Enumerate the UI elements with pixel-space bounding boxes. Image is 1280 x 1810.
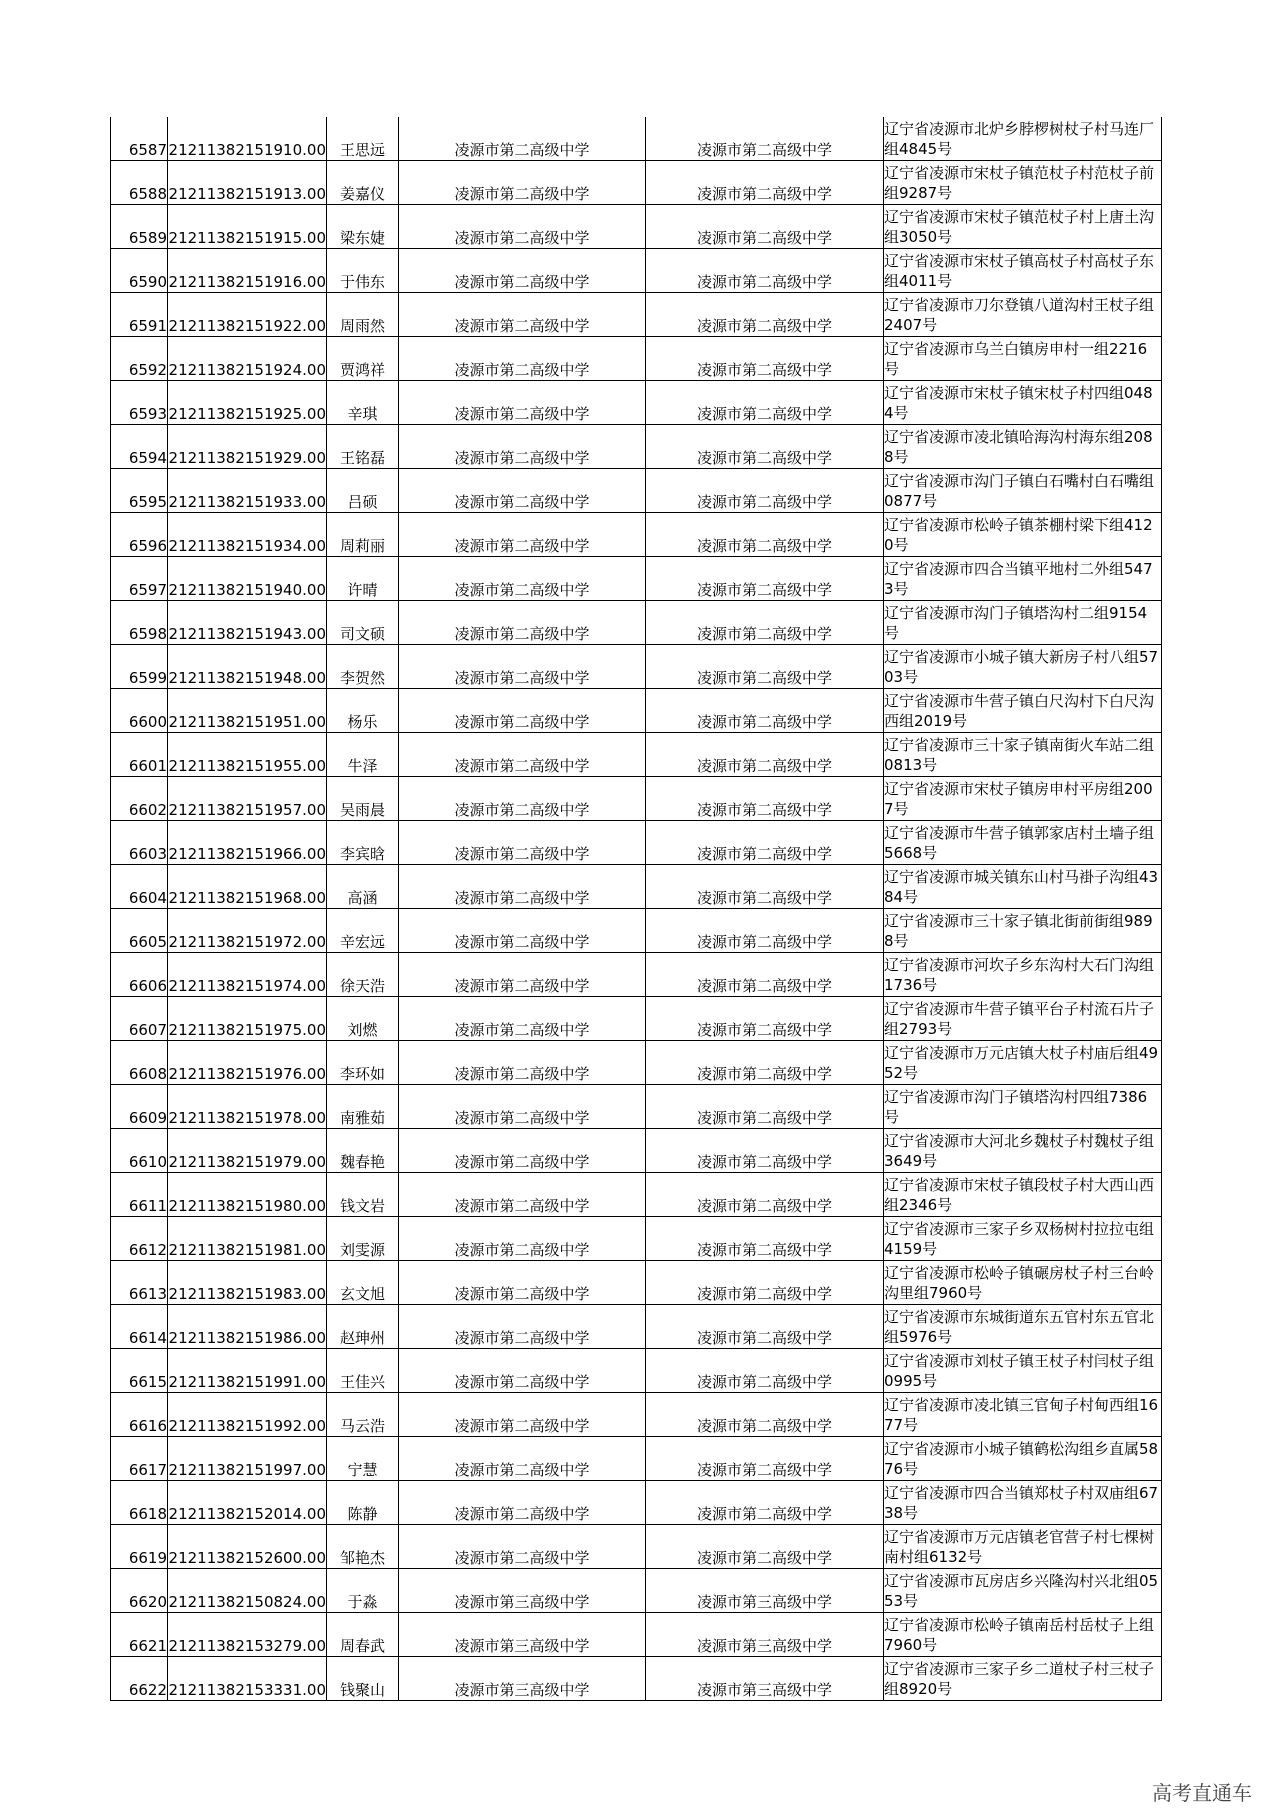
row-number-cell: 6620 [111,1569,168,1613]
table-row [111,1481,1162,1525]
row-number-cell: 6614 [111,1305,168,1349]
school-cell: 凌源市第三高级中学 [399,1613,646,1657]
school-cell: 凌源市第二高级中学 [399,381,646,425]
admission-school-cell: 凌源市第二高级中学 [646,601,884,645]
address-cell: 辽宁省凌源市万元店镇老官营子村七棵树南村组6132号 [884,1525,1162,1569]
student-name-cell: 王铭磊 [327,425,399,469]
table-row [111,1657,1162,1701]
school-cell: 凌源市第二高级中学 [399,205,646,249]
row-number-cell: 6607 [111,997,168,1041]
student-name-cell: 司文硕 [327,601,399,645]
exam-id-cell: 21211382151976.00 [168,1041,327,1085]
row-number-cell: 6615 [111,1349,168,1393]
exam-id-cell: 21211382151913.00 [168,161,327,205]
table-row [111,909,1162,953]
address-cell: 辽宁省凌源市宋杖子镇房申村平房组2007号 [884,777,1162,821]
row-number-cell: 6591 [111,293,168,337]
student-name-cell: 刘燃 [327,997,399,1041]
address-cell: 辽宁省凌源市沟门子镇塔沟村二组9154号 [884,601,1162,645]
address-cell: 辽宁省凌源市乌兰白镇房申村一组2216号 [884,337,1162,381]
student-name-cell: 梁东婕 [327,205,399,249]
exam-id-cell: 21211382151910.00 [168,117,327,161]
address-cell: 辽宁省凌源市瓦房店乡兴隆沟村兴北组0553号 [884,1569,1162,1613]
student-name-cell: 周雨然 [327,293,399,337]
school-cell: 凌源市第二高级中学 [399,513,646,557]
school-cell: 凌源市第二高级中学 [399,1349,646,1393]
exam-id-cell: 21211382151943.00 [168,601,327,645]
student-name-cell: 于伟东 [327,249,399,293]
table-row [111,337,1162,381]
admission-school-cell: 凌源市第二高级中学 [646,249,884,293]
row-number-cell: 6616 [111,1393,168,1437]
table-row [111,1613,1162,1657]
row-number-cell: 6594 [111,425,168,469]
table-row [111,469,1162,513]
table-row [111,865,1162,909]
admission-school-cell: 凌源市第二高级中学 [646,557,884,601]
school-cell: 凌源市第二高级中学 [399,777,646,821]
address-cell: 辽宁省凌源市松岭子镇茶棚村梁下组4120号 [884,513,1162,557]
address-cell: 辽宁省凌源市小城子镇大新房子村八组5703号 [884,645,1162,689]
row-number-cell: 6588 [111,161,168,205]
student-name-cell: 马云浩 [327,1393,399,1437]
table-row [111,205,1162,249]
exam-id-cell: 21211382151916.00 [168,249,327,293]
school-cell: 凌源市第三高级中学 [399,1657,646,1701]
table-row [111,117,1162,161]
table-row [111,425,1162,469]
school-cell: 凌源市第二高级中学 [399,997,646,1041]
school-cell: 凌源市第二高级中学 [399,293,646,337]
row-number-cell: 6597 [111,557,168,601]
school-cell: 凌源市第二高级中学 [399,249,646,293]
admission-school-cell: 凌源市第二高级中学 [646,777,884,821]
admission-school-cell: 凌源市第二高级中学 [646,469,884,513]
row-number-cell: 6612 [111,1217,168,1261]
admission-school-cell: 凌源市第二高级中学 [646,513,884,557]
table-row [111,1305,1162,1349]
student-name-cell: 辛琪 [327,381,399,425]
address-cell: 辽宁省凌源市宋杖子镇段杖子村大西山西组2346号 [884,1173,1162,1217]
exam-id-cell: 21211382151975.00 [168,997,327,1041]
row-number-cell: 6602 [111,777,168,821]
table-row [111,293,1162,337]
admission-school-cell: 凌源市第二高级中学 [646,689,884,733]
row-number-cell: 6619 [111,1525,168,1569]
admission-school-cell: 凌源市第二高级中学 [646,1261,884,1305]
row-number-cell: 6609 [111,1085,168,1129]
admission-school-cell: 凌源市第二高级中学 [646,953,884,997]
admission-school-cell: 凌源市第二高级中学 [646,997,884,1041]
address-cell: 辽宁省凌源市沟门子镇白石嘴村白石嘴组0877号 [884,469,1162,513]
school-cell: 凌源市第二高级中学 [399,1129,646,1173]
exam-id-cell: 21211382151972.00 [168,909,327,953]
exam-id-cell: 21211382151978.00 [168,1085,327,1129]
table-row [111,733,1162,777]
school-cell: 凌源市第二高级中学 [399,469,646,513]
school-cell: 凌源市第二高级中学 [399,953,646,997]
student-name-cell: 许晴 [327,557,399,601]
exam-id-cell: 21211382151915.00 [168,205,327,249]
address-cell: 辽宁省凌源市宋杖子镇宋杖子村四组0484号 [884,381,1162,425]
admission-school-cell: 凌源市第二高级中学 [646,161,884,205]
admission-school-cell: 凌源市第二高级中学 [646,425,884,469]
admission-school-cell: 凌源市第二高级中学 [646,337,884,381]
student-name-cell: 李贺然 [327,645,399,689]
address-cell: 辽宁省凌源市凌北镇三官甸子村甸西组1677号 [884,1393,1162,1437]
admission-school-cell: 凌源市第二高级中学 [646,1305,884,1349]
table-row [111,1437,1162,1481]
school-cell: 凌源市第二高级中学 [399,1525,646,1569]
student-name-cell: 周莉丽 [327,513,399,557]
table-row [111,249,1162,293]
table-row [111,689,1162,733]
school-cell: 凌源市第二高级中学 [399,645,646,689]
row-number-cell: 6592 [111,337,168,381]
exam-id-cell: 21211382151924.00 [168,337,327,381]
school-cell: 凌源市第二高级中学 [399,733,646,777]
table-row [111,1569,1162,1613]
row-number-cell: 6613 [111,1261,168,1305]
student-name-cell: 贾鸿祥 [327,337,399,381]
student-name-cell: 李环如 [327,1041,399,1085]
student-name-cell: 王思远 [327,117,399,161]
address-cell: 辽宁省凌源市松岭子镇南岳村岳杖子上组7960号 [884,1613,1162,1657]
watermark-text: 高考直通车 [1152,1781,1252,1805]
admission-school-cell: 凌源市第二高级中学 [646,1349,884,1393]
admission-school-cell: 凌源市第二高级中学 [646,117,884,161]
exam-id-cell: 21211382151966.00 [168,821,327,865]
address-cell: 辽宁省凌源市东城街道东五官村东五官北组5976号 [884,1305,1162,1349]
address-cell: 辽宁省凌源市大河北乡魏杖子村魏杖子组3649号 [884,1129,1162,1173]
row-number-cell: 6601 [111,733,168,777]
address-cell: 辽宁省凌源市松岭子镇碾房杖子村三台岭沟里组7960号 [884,1261,1162,1305]
admission-school-cell: 凌源市第二高级中学 [646,1129,884,1173]
table-row [111,1173,1162,1217]
row-number-cell: 6618 [111,1481,168,1525]
table-row [111,1041,1162,1085]
exam-id-cell: 21211382151955.00 [168,733,327,777]
address-cell: 辽宁省凌源市沟门子镇塔沟村四组7386号 [884,1085,1162,1129]
admission-school-cell: 凌源市第二高级中学 [646,1173,884,1217]
table-row [111,557,1162,601]
school-cell: 凌源市第二高级中学 [399,425,646,469]
address-cell: 辽宁省凌源市宋杖子镇范杖子村范杖子前组9287号 [884,161,1162,205]
exam-id-cell: 21211382150824.00 [168,1569,327,1613]
school-cell: 凌源市第二高级中学 [399,865,646,909]
table-row [111,997,1162,1041]
address-cell: 辽宁省凌源市四合当镇郑杖子村双庙组6738号 [884,1481,1162,1525]
row-number-cell: 6593 [111,381,168,425]
row-number-cell: 6595 [111,469,168,513]
admission-school-cell: 凌源市第三高级中学 [646,1569,884,1613]
row-number-cell: 6622 [111,1657,168,1701]
student-name-cell: 杨乐 [327,689,399,733]
row-number-cell: 6611 [111,1173,168,1217]
school-cell: 凌源市第二高级中学 [399,1481,646,1525]
admission-school-cell: 凌源市第三高级中学 [646,1657,884,1701]
admission-school-cell: 凌源市第二高级中学 [646,1525,884,1569]
row-number-cell: 6606 [111,953,168,997]
row-number-cell: 6600 [111,689,168,733]
row-number-cell: 6610 [111,1129,168,1173]
admission-school-cell: 凌源市第二高级中学 [646,645,884,689]
exam-id-cell: 21211382151979.00 [168,1129,327,1173]
address-cell: 辽宁省凌源市牛营子镇郭家店村土墙子组5668号 [884,821,1162,865]
row-number-cell: 6590 [111,249,168,293]
admission-school-cell: 凌源市第二高级中学 [646,381,884,425]
admission-school-cell: 凌源市第二高级中学 [646,1437,884,1481]
exam-id-cell: 21211382151922.00 [168,293,327,337]
table-row [111,1349,1162,1393]
student-list-table [110,117,1162,1701]
address-cell: 辽宁省凌源市北炉乡脖椤树杖子村马连厂组4845号 [884,117,1162,161]
table-row [111,1525,1162,1569]
student-name-cell: 高涵 [327,865,399,909]
exam-id-cell: 21211382151981.00 [168,1217,327,1261]
student-name-cell: 李宾晗 [327,821,399,865]
table-row [111,161,1162,205]
admission-school-cell: 凌源市第二高级中学 [646,733,884,777]
address-cell: 辽宁省凌源市城关镇东山村马褂子沟组4384号 [884,865,1162,909]
exam-id-cell: 21211382151951.00 [168,689,327,733]
student-name-cell: 赵珅州 [327,1305,399,1349]
school-cell: 凌源市第二高级中学 [399,1305,646,1349]
school-cell: 凌源市第二高级中学 [399,1437,646,1481]
row-number-cell: 6617 [111,1437,168,1481]
school-cell: 凌源市第二高级中学 [399,909,646,953]
admission-school-cell: 凌源市第二高级中学 [646,1481,884,1525]
school-cell: 凌源市第二高级中学 [399,821,646,865]
exam-id-cell: 21211382151957.00 [168,777,327,821]
row-number-cell: 6621 [111,1613,168,1657]
exam-id-cell: 21211382151992.00 [168,1393,327,1437]
exam-id-cell: 21211382151997.00 [168,1437,327,1481]
student-name-cell: 徐天浩 [327,953,399,997]
table-row [111,645,1162,689]
row-number-cell: 6596 [111,513,168,557]
table-row [111,953,1162,997]
address-cell: 辽宁省凌源市万元店镇大杖子村庙后组4952号 [884,1041,1162,1085]
admission-school-cell: 凌源市第二高级中学 [646,1393,884,1437]
student-name-cell: 于淼 [327,1569,399,1613]
school-cell: 凌源市第二高级中学 [399,689,646,733]
exam-id-cell: 21211382151968.00 [168,865,327,909]
admission-school-cell: 凌源市第二高级中学 [646,205,884,249]
student-name-cell: 玄文旭 [327,1261,399,1305]
table-row [111,1129,1162,1173]
admission-school-cell: 凌源市第二高级中学 [646,909,884,953]
address-cell: 辽宁省凌源市宋杖子镇高杖子村高杖子东组4011号 [884,249,1162,293]
row-number-cell: 6598 [111,601,168,645]
admission-school-cell: 凌源市第二高级中学 [646,1041,884,1085]
address-cell: 辽宁省凌源市小城子镇鹤松沟组乡直属5876号 [884,1437,1162,1481]
exam-id-cell: 21211382151925.00 [168,381,327,425]
exam-id-cell: 21211382151934.00 [168,513,327,557]
exam-id-cell: 21211382151983.00 [168,1261,327,1305]
admission-school-cell: 凌源市第三高级中学 [646,1613,884,1657]
school-cell: 凌源市第二高级中学 [399,1261,646,1305]
student-name-cell: 吴雨晨 [327,777,399,821]
school-cell: 凌源市第二高级中学 [399,337,646,381]
exam-id-cell: 21211382151986.00 [168,1305,327,1349]
exam-id-cell: 21211382151991.00 [168,1349,327,1393]
student-name-cell: 南雅茹 [327,1085,399,1129]
row-number-cell: 6603 [111,821,168,865]
row-number-cell: 6589 [111,205,168,249]
admission-school-cell: 凌源市第二高级中学 [646,293,884,337]
table-row [111,777,1162,821]
address-cell: 辽宁省凌源市刘杖子镇王杖子村闫杖子组0995号 [884,1349,1162,1393]
row-number-cell: 6608 [111,1041,168,1085]
student-name-cell: 吕硕 [327,469,399,513]
student-name-cell: 魏春艳 [327,1129,399,1173]
school-cell: 凌源市第二高级中学 [399,1217,646,1261]
table-row [111,381,1162,425]
address-cell: 辽宁省凌源市河坎子乡东沟村大石门沟组1736号 [884,953,1162,997]
table-row [111,1217,1162,1261]
exam-id-cell: 21211382152014.00 [168,1481,327,1525]
school-cell: 凌源市第二高级中学 [399,601,646,645]
school-cell: 凌源市第二高级中学 [399,1173,646,1217]
exam-id-cell: 21211382151980.00 [168,1173,327,1217]
address-cell: 辽宁省凌源市三十家子镇南街火车站二组0813号 [884,733,1162,777]
address-cell: 辽宁省凌源市牛营子镇白尺沟村下白尺沟西组2019号 [884,689,1162,733]
school-cell: 凌源市第二高级中学 [399,1085,646,1129]
row-number-cell: 6599 [111,645,168,689]
address-cell: 辽宁省凌源市刀尔登镇八道沟村王杖子组2407号 [884,293,1162,337]
address-cell: 辽宁省凌源市四合当镇平地村二外组5473号 [884,557,1162,601]
school-cell: 凌源市第二高级中学 [399,1041,646,1085]
address-cell: 辽宁省凌源市三家子乡二道杖子村三杖子组8920号 [884,1657,1162,1701]
school-cell: 凌源市第三高级中学 [399,1569,646,1613]
address-cell: 辽宁省凌源市牛营子镇平台子村流石片子组2793号 [884,997,1162,1041]
table-row [111,1085,1162,1129]
table-body [111,117,1162,1701]
exam-id-cell: 21211382152600.00 [168,1525,327,1569]
row-number-cell: 6604 [111,865,168,909]
student-name-cell: 宁慧 [327,1437,399,1481]
table-row [111,1393,1162,1437]
school-cell: 凌源市第二高级中学 [399,161,646,205]
student-name-cell: 钱聚山 [327,1657,399,1701]
exam-id-cell: 21211382153331.00 [168,1657,327,1701]
admission-school-cell: 凌源市第二高级中学 [646,821,884,865]
student-name-cell: 刘雯源 [327,1217,399,1261]
student-name-cell: 陈静 [327,1481,399,1525]
address-cell: 辽宁省凌源市宋杖子镇范杖子村上唐土沟组3050号 [884,205,1162,249]
exam-id-cell: 21211382151948.00 [168,645,327,689]
exam-id-cell: 21211382151929.00 [168,425,327,469]
address-cell: 辽宁省凌源市凌北镇哈海沟村海东组2088号 [884,425,1162,469]
exam-id-cell: 21211382153279.00 [168,1613,327,1657]
admission-school-cell: 凌源市第二高级中学 [646,1085,884,1129]
row-number-cell: 6605 [111,909,168,953]
admission-school-cell: 凌源市第二高级中学 [646,1217,884,1261]
address-cell: 辽宁省凌源市三家子乡双杨树村拉拉屯组4159号 [884,1217,1162,1261]
admission-school-cell: 凌源市第二高级中学 [646,865,884,909]
student-name-cell: 王佳兴 [327,1349,399,1393]
student-name-cell: 邹艳杰 [327,1525,399,1569]
school-cell: 凌源市第二高级中学 [399,117,646,161]
school-cell: 凌源市第二高级中学 [399,1393,646,1437]
table-row [111,601,1162,645]
student-name-cell: 姜嘉仪 [327,161,399,205]
table-row [111,821,1162,865]
student-name-cell: 周春武 [327,1613,399,1657]
exam-id-cell: 21211382151974.00 [168,953,327,997]
exam-id-cell: 21211382151933.00 [168,469,327,513]
school-cell: 凌源市第二高级中学 [399,557,646,601]
student-name-cell: 辛宏远 [327,909,399,953]
row-number-cell: 6587 [111,117,168,161]
address-cell: 辽宁省凌源市三十家子镇北街前街组9898号 [884,909,1162,953]
student-name-cell: 牛泽 [327,733,399,777]
table-row [111,1261,1162,1305]
student-name-cell: 钱文岩 [327,1173,399,1217]
exam-id-cell: 21211382151940.00 [168,557,327,601]
table-row [111,513,1162,557]
